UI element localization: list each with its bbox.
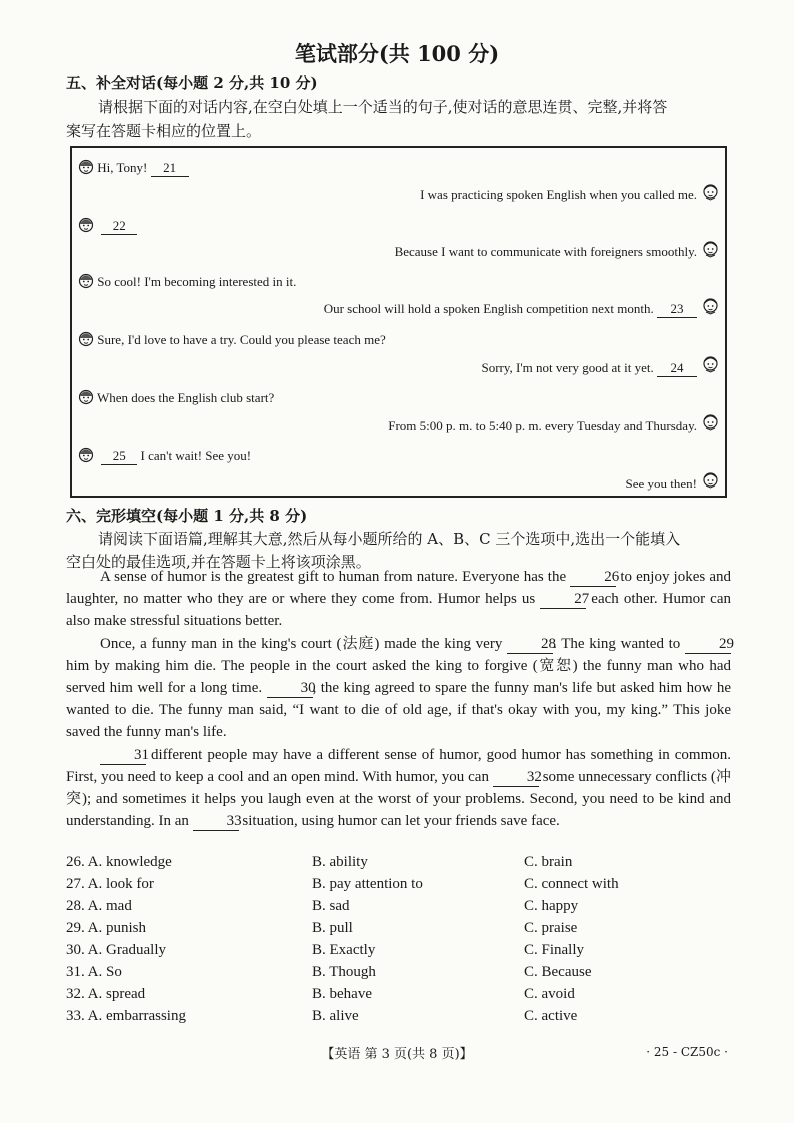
page-footer: 【英语 第 3 页(共 8 页)】 xyxy=(321,1047,473,1062)
passage-text: Once, a funny man in the king's court (法庭) made the king very xyxy=(100,635,503,652)
passage-text: A sense of humor is the greatest gift to human from nature. Everyone has the xyxy=(100,569,567,585)
option-29-c: C. praise xyxy=(524,920,578,936)
passage-text: situation, using humor can let your friends save face. xyxy=(242,813,560,830)
dialogue-text: So cool! I'm becoming interested in it. xyxy=(97,274,297,289)
dialogue-line-6 xyxy=(324,301,697,318)
dialogue-line-8 xyxy=(481,360,697,377)
dialogue-box xyxy=(70,146,727,498)
boy-face-icon xyxy=(702,239,719,258)
option-27-c: C. connect with xyxy=(524,876,619,892)
dialogue-text: Hi, Tony! xyxy=(97,160,151,175)
option-32-c: C. avoid xyxy=(524,986,575,1002)
option-27-a: 27. A. look for xyxy=(66,876,154,892)
dialogue-line-4: Because I want to communicate with foreigners smoothly. xyxy=(394,244,697,259)
boy-face-icon xyxy=(702,182,719,201)
dialogue-line-1 xyxy=(78,158,189,177)
girl-face-icon xyxy=(78,330,94,347)
option-32-b: B. behave xyxy=(312,986,372,1002)
option-33-a: 33. A. embarrassing xyxy=(66,1008,186,1024)
girl-face-icon xyxy=(78,158,94,175)
dialogue-line-7 xyxy=(78,330,386,348)
passage-text: . The king wanted to xyxy=(553,635,681,652)
option-28-c: C. happy xyxy=(524,898,579,914)
blank-21: 21 xyxy=(151,161,189,177)
passage-paragraph-3 xyxy=(66,744,731,833)
passage-text: , the king agreed to spare the funny man's life but asked him how he wanted to die. The funny man said, “I want to die of old age, if that's okay with you, my king.” This joke saved the funny man's life. xyxy=(66,680,731,741)
option-26-c: C. brain xyxy=(524,854,573,870)
cloze-passage xyxy=(66,566,735,832)
option-31-a: 31. A. So xyxy=(66,964,122,980)
page-title: 笔试部分(共 100 分) xyxy=(294,41,500,66)
section-5-instruction-1: 请根据下面的对话内容,在空白处填上一个适当的句子,使对话的意思连贯、完整,并将答 xyxy=(98,98,668,116)
blank-24: 24 xyxy=(657,361,697,377)
page-code: · 25 - CZ50c · xyxy=(646,1045,728,1059)
option-28-b: B. sad xyxy=(312,898,350,914)
option-26-b: B. ability xyxy=(312,854,368,870)
dialogue-line-9 xyxy=(78,388,274,406)
dialogue-line-11 xyxy=(78,446,251,465)
girl-face-icon xyxy=(78,272,94,289)
option-28-a: 28. A. mad xyxy=(66,898,132,914)
passage-text: him by making him die. The people in the court asked the king to forgive (宽恕) the funny man who had served him well for a long time. xyxy=(66,657,731,697)
option-30-a: 30. A. Gradually xyxy=(66,942,166,958)
passage-text: to enjoy jokes and laughter, no matter who they are or where they come from. Humor helps us xyxy=(66,569,731,608)
dialogue-line-2: I was practicing spoken English when you called me. xyxy=(420,187,697,202)
dialogue-text: When does the English club start? xyxy=(97,390,275,405)
option-33-c: C. active xyxy=(524,1008,578,1024)
dialogue-text: I can't wait! See you! xyxy=(137,448,252,463)
dialogue-line-5 xyxy=(78,272,296,290)
blank-31: 31 xyxy=(100,747,146,765)
option-27-b: B. pay attention to xyxy=(312,876,423,892)
option-31-b: B. Though xyxy=(312,964,376,980)
option-29-b: B. pull xyxy=(312,920,353,936)
passage-text: different people may have a different sense of humor, good humor has something in common. First, you need to keep a cool and an open mind. With humor, you can xyxy=(66,746,732,785)
dialogue-text: Our school will hold a spoken English competition next month. xyxy=(323,301,657,316)
dialogue-text: Sure, I'd love to have a try. Could you please teach me? xyxy=(97,332,386,347)
option-30-b: B. Exactly xyxy=(312,942,376,958)
boy-face-icon xyxy=(702,470,719,489)
section-5-heading: 五、补全对话(每小题 2 分,共 10 分) xyxy=(66,74,318,92)
passage-paragraph-1 xyxy=(66,566,731,633)
blank-29: 29 xyxy=(685,636,731,654)
dialogue-text: Sorry, I'm not very good at it yet. xyxy=(481,360,657,375)
option-26-a: 26. A. knowledge xyxy=(66,854,172,870)
blank-27: 27 xyxy=(540,591,586,609)
boy-face-icon xyxy=(702,296,719,315)
boy-face-icon xyxy=(702,354,719,373)
option-29-a: 29. A. punish xyxy=(66,920,147,936)
blank-25: 25 xyxy=(101,449,137,465)
blank-22: 22 xyxy=(101,219,137,235)
option-32-a: 32. A. spread xyxy=(66,986,146,1002)
blank-30: 30 xyxy=(267,680,313,698)
girl-face-icon xyxy=(78,446,94,463)
girl-face-icon xyxy=(78,216,94,233)
section-5-instruction-2: 案写在答题卡相应的位置上。 xyxy=(66,122,262,140)
option-33-b: B. alive xyxy=(312,1008,359,1024)
girl-face-icon xyxy=(78,388,94,405)
option-31-c: C. Because xyxy=(524,964,592,980)
blank-32: 32 xyxy=(493,769,539,787)
dialogue-line-12: See you then! xyxy=(625,476,697,491)
option-30-c: C. Finally xyxy=(524,942,585,958)
section-6-instruction-2: 空白处的最佳选项,并在答题卡上将该项涂黑。 xyxy=(66,553,371,571)
blank-23: 23 xyxy=(657,302,697,318)
passage-text: each other. Humor can also make stressful situations better. xyxy=(66,591,731,630)
dialogue-line-10: From 5:00 p. m. to 5:40 p. m. every Tuesday and Thursday. xyxy=(388,418,697,433)
passage-paragraph-2 xyxy=(66,633,735,744)
section-6-instruction-1: 请阅读下面语篇,理解其大意,然后从每小题所给的 A、B、C 三个选项中,选出一个能填入 xyxy=(98,530,681,548)
blank-33: 33 xyxy=(193,813,239,831)
section-6-heading: 六、完形填空(每小题 1 分,共 8 分) xyxy=(66,507,308,525)
boy-face-icon xyxy=(702,412,719,431)
passage-text: some unnecessary conflicts (冲突); and sometimes it helps you laugh even at the worst of your problems. Second, you need to be kind and understanding. In an xyxy=(66,768,732,830)
blank-26: 26 xyxy=(570,569,616,587)
dialogue-line-3 xyxy=(78,216,137,235)
blank-28: 28 xyxy=(507,636,553,654)
